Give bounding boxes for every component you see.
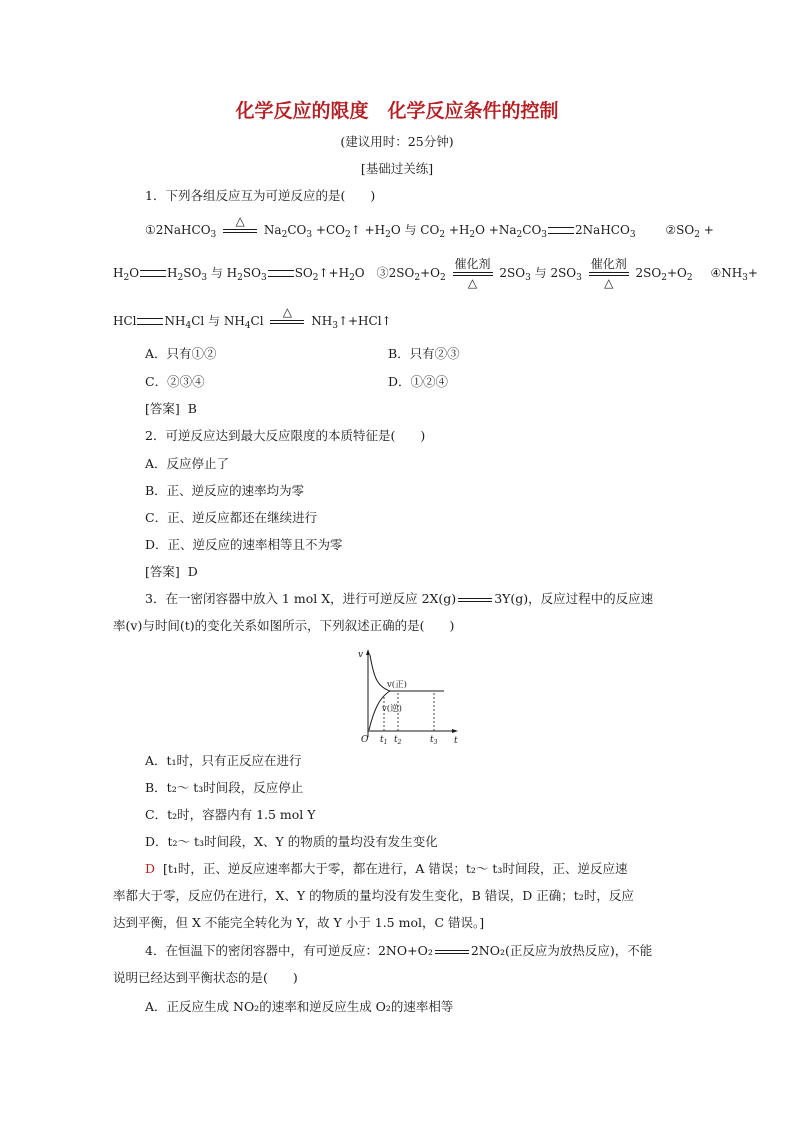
q3-explanation-line3: 达到平衡，但 X 不能完全转化为 Y，故 Y 小于 1.5 mol，C 错误。] [113, 915, 485, 930]
heat-symbol: △ [235, 214, 245, 228]
q3-answer: D [145, 861, 156, 876]
page-title: 化学反应的限度 化学反应条件的控制 [235, 100, 559, 122]
q1-line3: HCl $NH_4Cl$ 与 $NH_4Cl$ △ $NH_3↑+HCl↑$ [113, 305, 392, 331]
suggested-time: (建议用时：25分钟) [340, 134, 454, 149]
q3-stem-line2: 率(v)与时间(t)的变化关系如图所示，下列叙述正确的是( ) [113, 618, 455, 633]
q1-line2: $H_2O$ $H_2SO_3$ 与 $H_2SO_3$ $SO_2↑+H_2O$ $③2SO_2+O_2$ 催化剂 △ $2SO_3$ 与 $2SO_3$ 催化剂 △ $2SO_2+O_2$ $④NH_3+$ [113, 257, 758, 290]
v-axis-arrow-icon [366, 649, 370, 655]
t1-label: $t_1$ [380, 735, 388, 745]
q3-option-b: B．t₂～ t₃时间段，反应停止 [145, 780, 304, 795]
q4-stem-line1: 4．在恒温下的密闭容器中，有可逆反应：2NO+O₂ 2NO₂(正反应为放热反应)，不能 [145, 943, 653, 958]
q1-answer: [答案] B [145, 401, 197, 416]
q3-explanation-line1: D [t₁时，正、逆反应速率都大于零，都在进行，A 错误；t₂～ t₃时间段，正、逆反应速 [145, 861, 628, 876]
q2-option-c: C．正、逆反应都还在继续进行 [145, 510, 318, 525]
q3-stem-line1: 3．在一密闭容器中放入 1 mol X，进行可逆反应 2X(g) 3Y(g)，反应过程中的反应速 [145, 591, 654, 606]
q4-option-a: A．正反应生成 NO₂的速率和逆反应生成 O₂的速率相等 [145, 999, 454, 1014]
q2-answer: [答案] D [145, 564, 198, 579]
q1-option-b: B．只有②③ [388, 346, 460, 361]
forward-rate-label: v(正) [387, 680, 407, 690]
q2-option-b: B．正、逆反应的速率均为零 [145, 483, 305, 498]
origin-label: O [361, 735, 369, 745]
q2-option-d: D．正、逆反应的速率相等且不为零 [145, 537, 343, 552]
v-axis-label: v [358, 650, 364, 660]
rate-time-graph [352, 645, 464, 745]
q4-stem-line2: 说明已经达到平衡状态的是( ) [113, 970, 298, 985]
t-axis-label: t [454, 736, 458, 745]
t-axis-arrow-icon [452, 729, 458, 733]
forward-rate-curve [370, 655, 444, 691]
q2-stem: 2．可逆反应达到最大反应限度的本质特征是( ) [145, 428, 426, 443]
q1-stem: 1．下列各组反应互为可逆反应的是( ) [145, 188, 376, 203]
q1-line1: ①2NaHCO$_3$ △ $Na_2CO_3$ $+CO_2↑ +H_2O$ 与 $CO_2 +H_2O +Na_2CO_3$ 2NaHCO$_3$ $②SO_2$ + [145, 214, 714, 240]
q3-option-d: D．t₂～ t₃时间段，X、Y 的物质的量均没有发生变化 [145, 834, 438, 849]
t2-label: $t_2$ [394, 735, 402, 745]
q3-explanation-line2: 率都大于零，反应仍在进行，X、Y 的物质的量均没有发生变化，B 错误，D 正确；t₂时，反应 [113, 888, 634, 903]
q3-option-c: C．t₂时，容器内有 1.5 mol Y [145, 807, 316, 822]
q1-option-c: C．②③④ [145, 374, 205, 389]
q3-option-a: A．t₁时，只有正反应在进行 [145, 753, 302, 768]
q2-option-a: A．反应停止了 [145, 456, 230, 471]
section-heading: [基础过关练] [360, 161, 434, 176]
t3-label: $t_3$ [430, 735, 438, 745]
q1-option-d: D．①②④ [388, 374, 449, 389]
reverse-rate-label: v(逆) [382, 704, 402, 714]
q1-option-a: A．只有①② [145, 346, 217, 361]
